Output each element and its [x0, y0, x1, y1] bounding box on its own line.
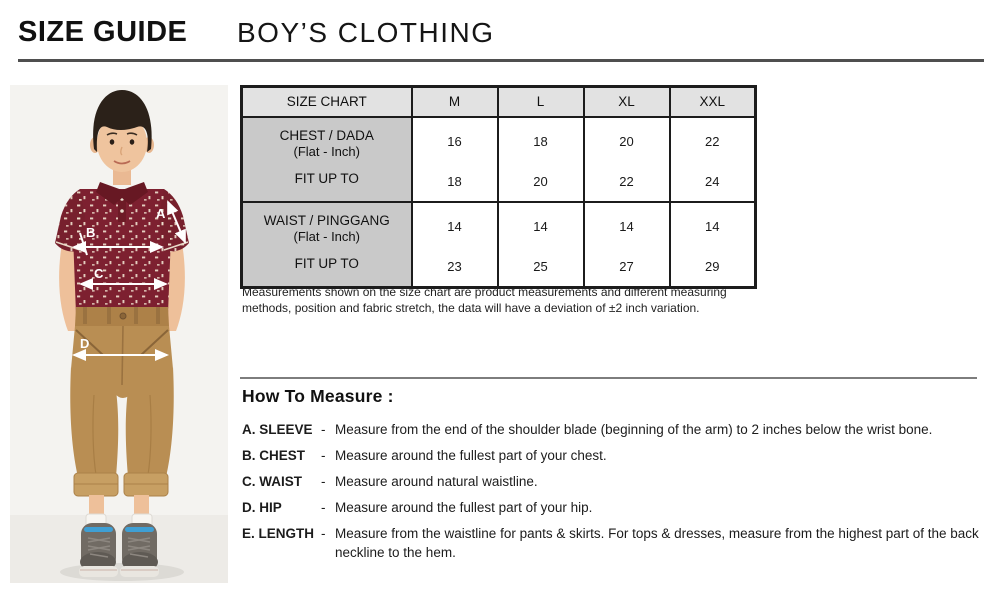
waist-unit: (Flat - Inch): [293, 228, 360, 244]
chest-fit-label: FIT UP TO: [294, 170, 359, 186]
waist-row: [242, 202, 756, 288]
arrow-label-a: A: [156, 206, 166, 221]
chest-value-xxl: 22 24: [670, 117, 756, 202]
waist-label: WAIST / PINGGANG: [263, 212, 390, 228]
chest-label-cell: [242, 117, 412, 202]
page-title: SIZE GUIDE: [18, 16, 188, 48]
model-photo: [10, 85, 228, 583]
measure-term: B. CHEST: [242, 448, 306, 463]
page-subtitle: BOY’S CLOTHING: [237, 17, 495, 48]
arrow-label-c: C: [94, 266, 104, 281]
measure-item-length: [242, 524, 980, 562]
how-to-measure-section: [242, 386, 980, 569]
measure-item-chest: [242, 446, 980, 465]
size-col-xxl: XXL: [670, 87, 756, 117]
pants-button: [120, 313, 126, 319]
how-to-measure-heading: How To Measure :: [242, 386, 394, 406]
measure-term: A. SLEEVE: [242, 422, 313, 437]
measure-term: E. LENGTH: [242, 526, 315, 541]
left-shoe: [79, 523, 118, 577]
left-eye: [110, 139, 115, 144]
dash: -: [321, 526, 326, 541]
right-shoe: [120, 523, 159, 577]
measure-desc: Measure around natural waistline.: [335, 474, 538, 489]
measure-item-hip: [242, 498, 980, 517]
measure-item-sleeve: [242, 420, 980, 439]
size-chart-table: [240, 85, 757, 289]
boy-illustration: [10, 85, 228, 583]
waist-value-xxl: 14 29: [670, 202, 756, 288]
size-col-l: L: [498, 87, 584, 117]
measure-desc: Measure from the end of the shoulder blade (beginning of the arm) to 2 inches below the wrist bone.: [335, 422, 933, 437]
measure-term: D. HIP: [242, 500, 282, 515]
section-divider: [240, 377, 977, 379]
chest-unit: (Flat - Inch): [293, 143, 360, 159]
size-chart-title-cell: SIZE CHART: [242, 87, 412, 117]
measure-desc: Measure around the fullest part of your hip.: [335, 500, 593, 515]
measure-item-waist: [242, 472, 980, 491]
dash: -: [321, 474, 326, 489]
waist-label-cell: [242, 202, 412, 288]
size-chart-disclaimer: Measurements shown on the size chart are product measurements and different measuring methods, position and fabric stretch, the data will have a deviation of ±2 inch variation.: [242, 285, 727, 315]
dash: -: [321, 422, 326, 437]
chest-label: CHEST / DADA: [279, 127, 374, 143]
arrow-label-d: D: [80, 336, 90, 351]
size-chart-section: [240, 85, 757, 289]
waist-value-l: 14 25: [498, 202, 584, 288]
size-col-xl: XL: [584, 87, 670, 117]
size-chart-header-row: [242, 87, 756, 117]
waist-fit-label: FIT UP TO: [294, 255, 359, 271]
dash: -: [321, 500, 326, 515]
chest-value-xl: 20 22: [584, 117, 670, 202]
chest-row: [242, 117, 756, 202]
size-col-m: M: [412, 87, 498, 117]
waist-value-xl: 14 27: [584, 202, 670, 288]
right-eye: [130, 139, 135, 144]
waist-value-m: 14 23: [412, 202, 498, 288]
measure-desc: Measure from the waistline for pants & skirts. For tops & dresses, measure from the highest part of the back neckline to the hem.: [335, 526, 979, 560]
dash: -: [321, 448, 326, 463]
chest-value-l: 18 20: [498, 117, 584, 202]
measure-term: C. WAIST: [242, 474, 302, 489]
chest-value-m: 16 18: [412, 117, 498, 202]
arrow-label-b: B: [86, 225, 96, 240]
measure-desc: Measure around the fullest part of your chest.: [335, 448, 607, 463]
header-divider: [18, 59, 984, 62]
